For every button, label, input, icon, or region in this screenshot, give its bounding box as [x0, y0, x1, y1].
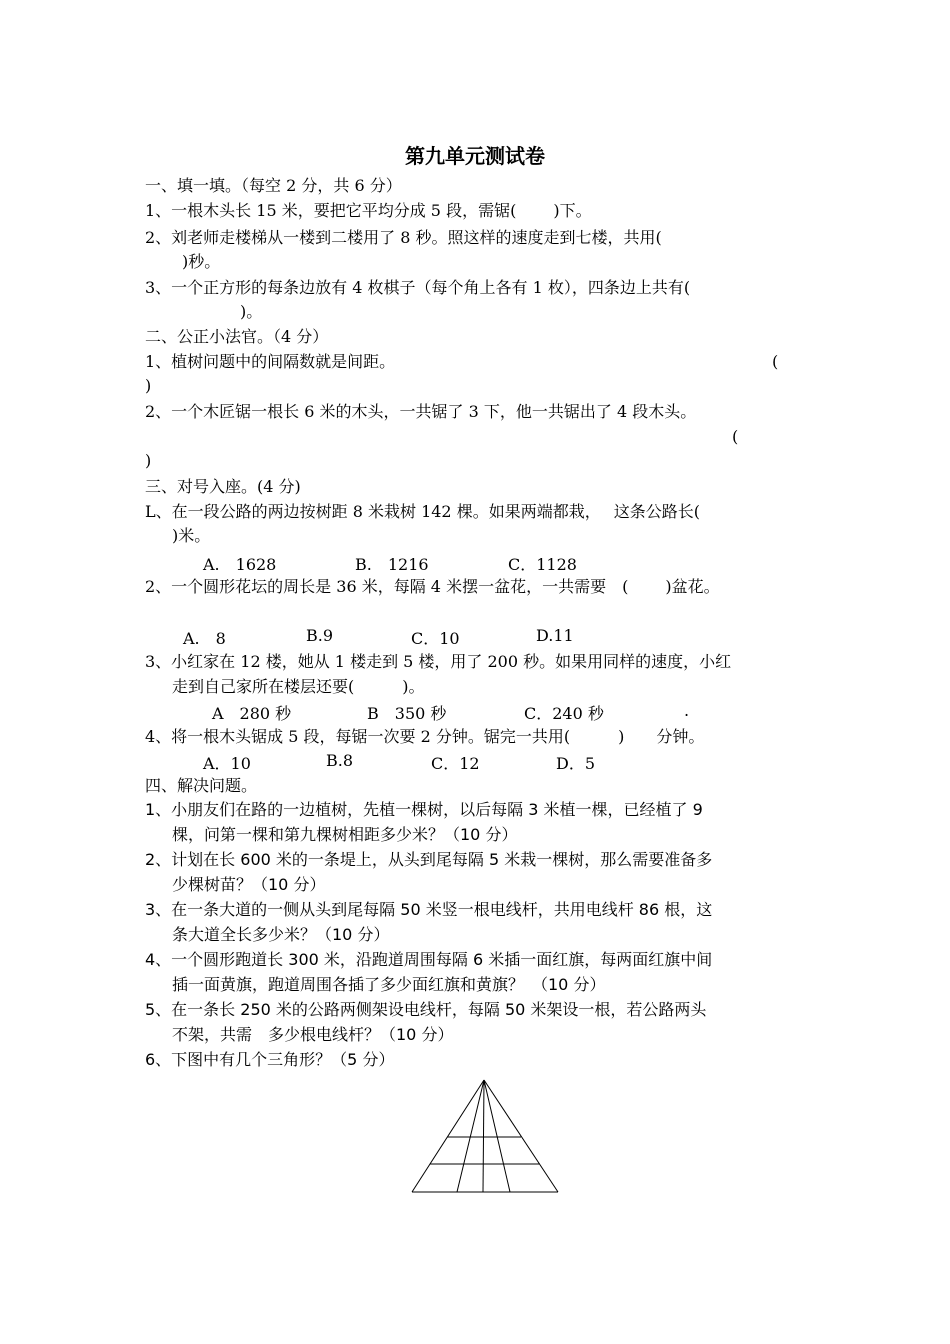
s2-question-2-paren-open: ( — [732, 427, 739, 446]
section-3-heading: 三、对号入座。(4 分) — [145, 477, 301, 496]
s1-question-3-line-2: )。 — [240, 302, 263, 321]
section-1-heading: 一、填一填。（每空 2 分，共 6 分） — [145, 176, 402, 195]
s3-question-3-line-2: 走到自己家所在楼层还要( )。 — [172, 677, 425, 696]
triangle-ray-1 — [457, 1080, 484, 1192]
triangle-ray-3 — [484, 1080, 510, 1192]
s3-q2-option-a: A. 8 — [183, 629, 226, 648]
s3-q4-option-d: D．5 — [556, 754, 596, 773]
s4-question-1-line-1: 1、小朋友们在路的一边植树，先植一棵树，以后每隔 3 米植一棵，已经植了 9 — [145, 800, 703, 819]
s2-question-1: 1、植树问题中的间隔数就是间距。 — [145, 352, 396, 371]
s3-q4-option-b: B.8 — [326, 751, 354, 770]
s2-question-1-paren-close: ) — [145, 376, 152, 395]
section-4-heading: 四、解决问题。 — [145, 776, 258, 795]
s4-question-2-line-1: 2、计划在长 600 米的一条堤上，从头到尾每隔 5 米栽一棵树，那么需要准备多 — [145, 850, 713, 869]
s4-question-2-line-2: 少棵树苗？（10 分） — [172, 875, 326, 894]
s3-q4-option-c: C．12 — [431, 754, 480, 773]
triangle-left-edge — [412, 1080, 484, 1192]
s4-question-5-line-2: 不架，共需 多少根电线杆？（10 分） — [172, 1025, 454, 1044]
section-2-heading: 二、公正小法官。（4 分） — [145, 327, 329, 346]
triangle-ray-2 — [483, 1080, 484, 1192]
s3-q3-trailing-dot: . — [684, 701, 690, 720]
s1-question-2-line-2: )秒。 — [182, 252, 221, 271]
s3-q2-option-d: D.11 — [536, 626, 574, 645]
s1-question-1: 1、一根木头长 15 米，要把它平均分成 5 段，需锯( )下。 — [145, 201, 592, 220]
s2-question-1-paren-open: ( — [772, 352, 779, 371]
s3-q3-option-b: B 350 秒 — [367, 704, 447, 723]
s3-question-3-line-1: 3、小红家在 12 楼，她从 1 楼走到 5 楼，用了 200 秒。如果用同样的速度，小红 — [145, 652, 732, 671]
s3-q1-option-c: C．1128 — [508, 555, 577, 574]
page-title: 第九单元测试卷 — [405, 144, 545, 168]
s4-question-3-line-1: 3、在一条大道的一侧从头到尾每隔 50 米竖一根电线杆，共用电线杆 86 根，这 — [145, 900, 713, 919]
s4-question-5-line-1: 5、在一条长 250 米的公路两侧架设电线杆，每隔 50 米架设一根，若公路两头 — [145, 1000, 707, 1019]
s4-question-4-line-1: 4、一个圆形跑道长 300 米，沿跑道周围每隔 6 米插一面红旗，每两面红旗中间 — [145, 950, 713, 969]
s3-question-1-line-2: )米。 — [172, 526, 211, 545]
triangle-right-edge — [484, 1080, 558, 1192]
s3-question-2: 2、一个圆形花坛的周长是 36 米，每隔 4 米摆一盆花，一共需要 ( )盆花。 — [145, 577, 720, 596]
s3-question-1-line-1: L、在一段公路的两边按树距 8 米栽树 142 棵。如果两端都栽， 这条公路长( — [145, 502, 701, 521]
s3-q4-option-a: A．10 — [203, 754, 251, 773]
s3-q1-option-a: A. 1628 — [203, 555, 277, 574]
s3-question-4: 4、将一根木头锯成 5 段，每锯一次要 2 分钟。锯完一共用( ) 分钟。 — [145, 727, 705, 746]
s3-q2-option-b: B.9 — [306, 626, 334, 645]
s2-question-2: 2、一个木匠锯一根长 6 米的木头，一共锯了 3 下，他一共锯出了 4 段木头。 — [145, 402, 697, 421]
s3-q3-option-c: C．240 秒 — [524, 704, 604, 723]
s1-question-3-line-1: 3、一个正方形的每条边放有 4 枚棋子（每个角上各有 1 枚），四条边上共有( — [145, 278, 691, 297]
s4-question-4-line-2: 插一面黄旗，跑道周围各插了多少面红旗和黄旗？ （10 分） — [172, 975, 606, 994]
s3-q1-option-b: B. 1216 — [355, 555, 429, 574]
s4-question-1-line-2: 棵，问第一棵和第九棵树相距多少米？（10 分） — [172, 825, 518, 844]
s1-question-2-line-1: 2、刘老师走楼梯从一楼到二楼用了 8 秒。照这样的速度走到七楼，共用( — [145, 228, 662, 247]
s3-q2-option-c: C．10 — [411, 629, 460, 648]
s3-q3-option-a: A 280 秒 — [212, 704, 292, 723]
s2-question-2-paren-close: ) — [145, 451, 152, 470]
triangle-figure — [410, 1078, 562, 1196]
s4-question-6: 6、下图中有几个三角形？（5 分） — [145, 1050, 395, 1069]
s4-question-3-line-2: 条大道全长多少米？（10 分） — [172, 925, 390, 944]
